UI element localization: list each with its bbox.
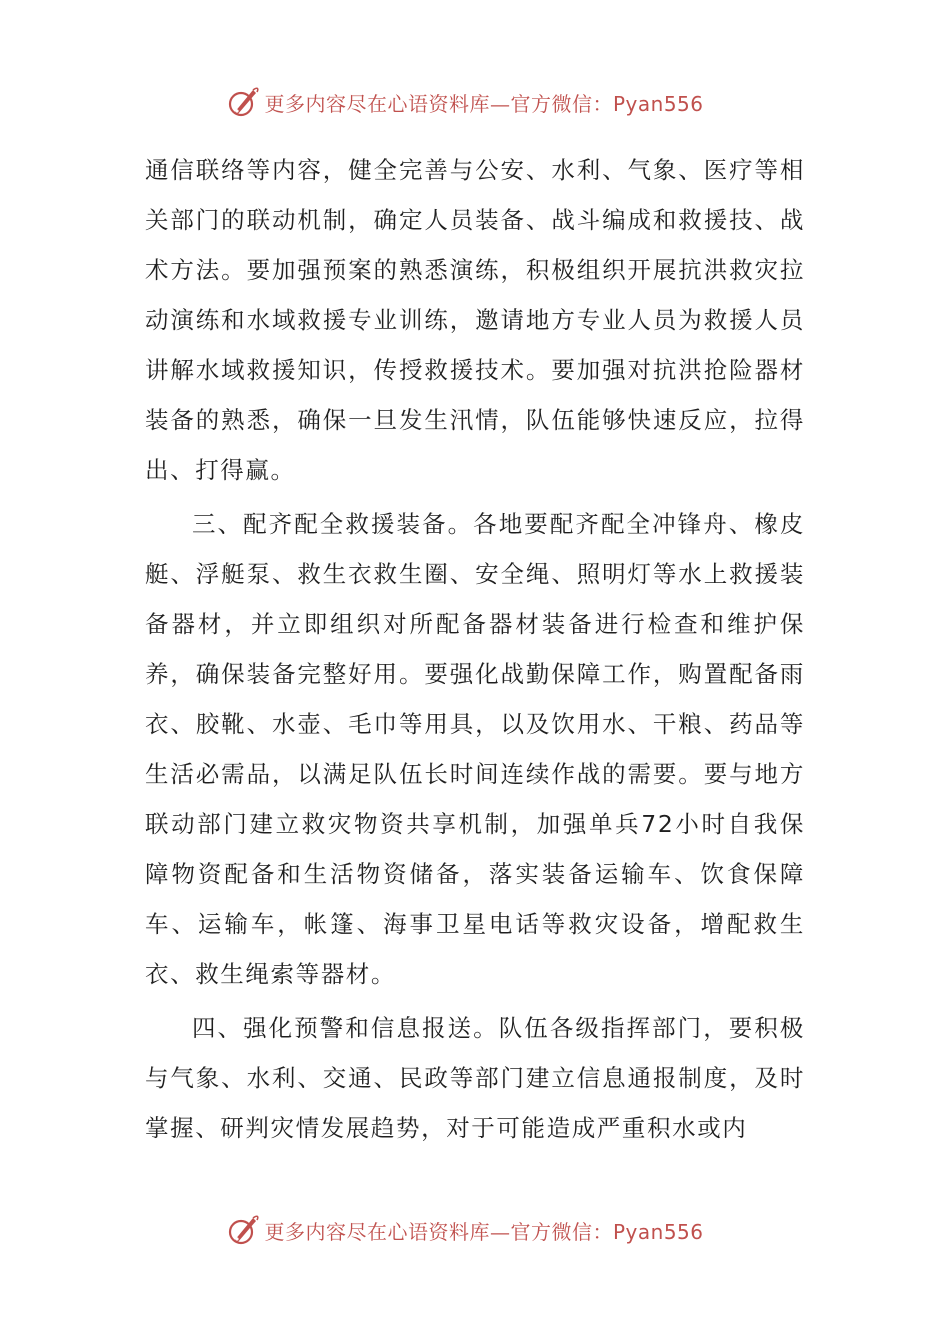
quill-pen-circle-icon xyxy=(226,1213,260,1247)
quill-pen-circle-icon xyxy=(226,85,260,119)
header-banner-text: 更多内容尽在心语资料库—官方微信：Pyan556 xyxy=(264,91,704,116)
paragraph-section-four: 四、强化预警和信息报送。队伍各级指挥部门，要积极与气象、水利、交通、民政等部门建立信息通报制度，及时掌握、研判灾情发展趋势，对于可能造成严重积水或内 xyxy=(145,1014,805,1142)
footer-banner-text: 更多内容尽在心语资料库—官方微信：Pyan556 xyxy=(264,1219,704,1244)
footer-banner-content xyxy=(226,1213,703,1247)
footer-wechat-id: Pyan556 xyxy=(612,1219,704,1244)
header-wechat-id: Pyan556 xyxy=(612,91,704,116)
document-body xyxy=(145,145,805,1153)
header-banner-content xyxy=(226,85,703,119)
header-banner xyxy=(0,82,950,122)
paragraph-section-three: 三、配齐配全救援装备。各地要配齐配全冲锋舟、橡皮艇、浮艇泵、救生衣救生圈、安全绳、照明灯等水上救援装备器材，并立即组织对所配备器材装备进行检查和维护保养，确保装备完整好用。要强化战勤保障工作，购置配备雨衣、胶靴、水壶、毛巾等用具，以及饮用水、干粮、药品等生活必需品，以满足队伍长时间连续作战的需要。要与地方联动部门建立救灾物资共享机制，加强单兵72小时自我保障物资配备和生活物资储备，落实装备运输车、饮食保障车、运输车，帐篷、海事卫星电话等救灾设备，增配救生衣、救生绳索等器材。 xyxy=(145,510,805,988)
paragraph-continued: 通信联络等内容，健全完善与公安、水利、气象、医疗等相关部门的联动机制，确定人员装备、战斗编成和救援技、战术方法。要加强预案的熟悉演练，积极组织开展抗洪救灾拉动演练和水域救援专业训练，邀请地方专业人员为救援人员讲解水域救援知识，传授救援技术。要加强对抗洪抢险器材装备的熟悉，确保一旦发生汛情，队伍能够快速反应，拉得出、打得赢。 xyxy=(145,156,805,484)
footer-banner xyxy=(0,1210,950,1250)
